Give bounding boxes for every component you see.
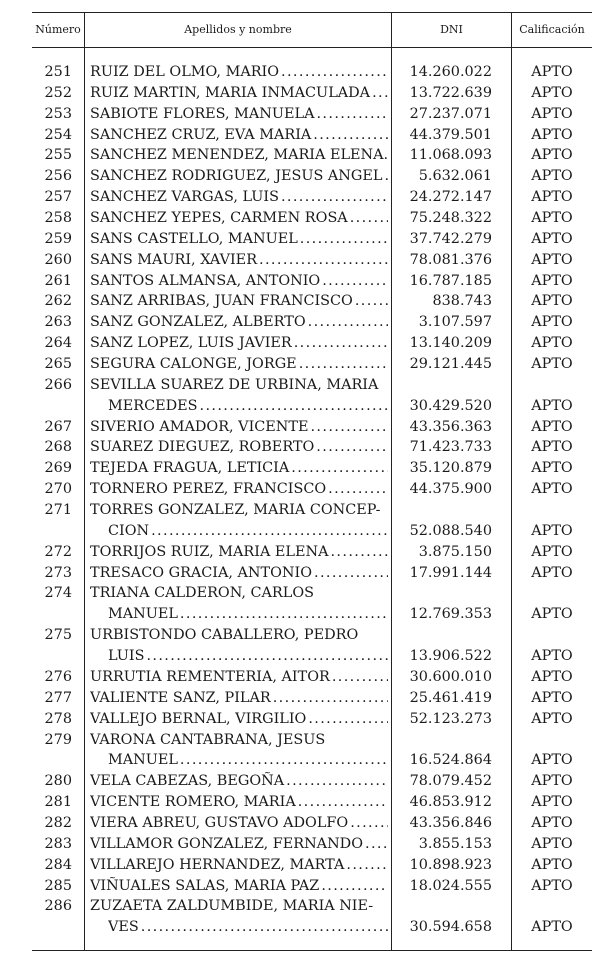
row-name-continuation-text: MERCEDES (108, 397, 198, 414)
row-dni: 16.524.864 (409, 752, 492, 769)
row-name-text: VIERA ABREU, GUSTAVO ADOLFO (90, 814, 349, 831)
row-dni: 13.140.209 (409, 335, 492, 352)
row-dni: 27.237.071 (409, 105, 492, 122)
row-calificacion: APTO (531, 251, 573, 268)
row-name-text: VICENTE ROMERO, MARIA (90, 794, 296, 811)
table-row (0, 271, 603, 292)
row-dni: 11.068.093 (409, 147, 492, 164)
row-dni: 12.769.353 (409, 606, 492, 623)
row-number: 275 (44, 627, 72, 644)
row-name-text: VALLEJO BERNAL, VIRGILIO (90, 710, 307, 727)
dot-leader (330, 542, 388, 563)
row-number: 260 (44, 251, 72, 268)
row-calificacion: APTO (531, 230, 573, 247)
table-row (0, 354, 603, 375)
table-row (0, 312, 603, 333)
row-dni: 13.906.522 (409, 648, 492, 665)
row-calificacion: APTO (531, 147, 573, 164)
row-name (90, 437, 388, 458)
header-numero: Número (35, 23, 81, 36)
row-name-text: TEJEDA FRAGUA, LETICIA (90, 460, 290, 477)
dot-leader (350, 208, 388, 229)
table-row (0, 291, 603, 312)
table-row (0, 813, 603, 834)
row-number: 281 (44, 794, 72, 811)
table-row (0, 688, 603, 709)
row-name-text: SANCHEZ VARGAS, LUIS (90, 189, 279, 206)
dot-leader (200, 396, 389, 417)
table-row-continuation (0, 604, 603, 625)
dot-leader (286, 771, 388, 792)
row-name-text: SUAREZ DIEGUEZ, ROBERTO (90, 439, 315, 456)
row-dni: 44.375.900 (409, 481, 492, 498)
dot-leader (281, 62, 388, 83)
row-number: 264 (44, 335, 72, 352)
row-name (90, 104, 388, 125)
row-name (90, 855, 388, 876)
row-number: 285 (44, 877, 72, 894)
row-number: 263 (44, 314, 72, 331)
dot-leader (384, 166, 388, 187)
table-row (0, 896, 603, 917)
row-name (90, 583, 388, 604)
table-row-continuation (0, 750, 603, 771)
row-calificacion: APTO (531, 919, 573, 936)
row-calificacion: APTO (531, 794, 573, 811)
row-name (90, 375, 388, 396)
row-calificacion: APTO (531, 773, 573, 790)
table-row (0, 62, 603, 83)
row-dni: 5.632.061 (418, 168, 492, 185)
row-calificacion: APTO (531, 314, 573, 331)
dot-leader (141, 917, 388, 938)
row-name-text: TORRIJOS RUIZ, MARIA ELENA (90, 543, 329, 560)
dot-leader (298, 792, 388, 813)
row-name (90, 834, 388, 855)
row-name-text: URRUTIA REMENTERIA, AITOR (90, 668, 330, 685)
row-name-text: SANS MAURI, XAVIER (90, 251, 258, 268)
table-row (0, 375, 603, 396)
row-name-text: RUIZ DEL OLMO, MARIO (90, 64, 280, 80)
table-row (0, 709, 603, 730)
table-row (0, 250, 603, 271)
row-name-text: VARONA CANTABRANA, JESUS (90, 731, 326, 748)
row-dni: 25.461.419 (409, 689, 492, 706)
row-name (90, 229, 388, 250)
row-calificacion: APTO (531, 543, 573, 560)
row-number: 262 (44, 293, 72, 310)
row-calificacion: APTO (531, 648, 573, 665)
row-dni: 30.429.520 (409, 397, 492, 414)
row-name-text: VILLAREJO HERNANDEZ, MARTA (90, 856, 345, 873)
row-calificacion: APTO (531, 710, 573, 727)
row-number: 266 (44, 376, 72, 393)
row-name-text: RUIZ MARTIN, MARIA INMACULADA (90, 84, 371, 101)
dot-leader (350, 813, 388, 834)
row-calificacion: APTO (531, 835, 573, 852)
row-number: 252 (44, 84, 72, 101)
row-number: 259 (44, 230, 72, 247)
row-calificacion: APTO (531, 752, 573, 769)
row-name (90, 166, 388, 187)
table-row (0, 876, 603, 897)
row-calificacion: APTO (531, 272, 573, 289)
row-name (90, 333, 388, 354)
row-name-continuation (108, 917, 388, 938)
row-dni: 17.991.144 (409, 564, 492, 581)
table-row (0, 771, 603, 792)
row-dni: 30.594.658 (409, 919, 492, 936)
row-name (90, 625, 388, 646)
dot-leader (316, 437, 388, 458)
row-number: 254 (44, 126, 72, 143)
row-name-text: SEGURA CALONGE, JORGE (90, 356, 297, 373)
dot-leader (314, 563, 388, 584)
table-row (0, 542, 603, 563)
row-calificacion: APTO (531, 168, 573, 185)
row-name (90, 730, 388, 751)
row-name-text: SEVILLA SUAREZ DE URBINA, MARIA (90, 376, 379, 393)
table-header-rule (32, 47, 592, 48)
row-number: 269 (44, 460, 72, 477)
row-number: 274 (44, 585, 72, 602)
row-calificacion: APTO (531, 522, 573, 539)
dot-leader (151, 521, 388, 542)
row-name-text: VELA CABEZAS, BEGOÑA (90, 773, 285, 790)
row-name (90, 542, 388, 563)
row-calificacion: APTO (531, 126, 573, 143)
row-number: 257 (44, 189, 72, 206)
table-bottom-rule (32, 950, 592, 951)
row-name (90, 563, 388, 584)
row-name-continuation (108, 750, 388, 771)
row-number: 286 (44, 898, 72, 915)
row-name (90, 208, 388, 229)
row-calificacion: APTO (531, 814, 573, 831)
row-dni: 29.121.445 (409, 356, 492, 373)
row-name-continuation-text: MANUEL (108, 752, 178, 769)
row-number: 280 (44, 773, 72, 790)
table-row (0, 667, 603, 688)
dot-leader (322, 271, 388, 292)
row-dni: 24.272.147 (409, 189, 492, 206)
row-dni: 3.107.597 (418, 314, 492, 331)
row-number: 284 (44, 856, 72, 873)
table-row (0, 730, 603, 751)
row-calificacion: APTO (531, 439, 573, 456)
row-calificacion: APTO (531, 460, 573, 477)
header-dni: DNI (440, 23, 463, 36)
dot-leader (321, 876, 388, 897)
dot-leader (300, 229, 388, 250)
row-calificacion: APTO (531, 210, 573, 227)
row-calificacion: APTO (531, 105, 573, 122)
row-number: 261 (44, 272, 72, 289)
row-name-text: TORRES GONZALEZ, MARIA CONCEP- (90, 502, 381, 519)
row-name (90, 250, 388, 271)
dot-leader (313, 125, 388, 146)
dot-leader (346, 855, 388, 876)
dot-leader (299, 354, 388, 375)
dot-leader (273, 688, 388, 709)
row-number: 272 (44, 543, 72, 560)
row-name (90, 62, 388, 83)
row-calificacion: APTO (531, 356, 573, 373)
row-calificacion: APTO (531, 564, 573, 581)
table-row (0, 417, 603, 438)
row-calificacion: APTO (531, 397, 573, 414)
row-dni: 3.875.150 (418, 543, 492, 560)
header-apellidos-nombre: Apellidos y nombre (184, 23, 292, 36)
row-name-text: TRIANA CALDERON, CARLOS (90, 585, 314, 602)
row-name-text: ZUZAETA ZALDUMBIDE, MARIA NIE- (90, 898, 374, 915)
table-row-continuation (0, 917, 603, 938)
dot-leader (291, 458, 388, 479)
row-name (90, 145, 388, 166)
table-row (0, 166, 603, 187)
row-dni: 43.356.846 (409, 814, 492, 831)
row-dni: 75.248.322 (409, 210, 492, 227)
table-row (0, 563, 603, 584)
table-row (0, 187, 603, 208)
row-name-text: TRESACO GRACIA, ANTONIO (90, 564, 312, 581)
row-name-continuation (108, 646, 388, 667)
row-name (90, 271, 388, 292)
row-number: 251 (44, 64, 72, 80)
table-row (0, 208, 603, 229)
row-number: 279 (44, 731, 72, 748)
row-calificacion: APTO (531, 668, 573, 685)
row-number: 267 (44, 418, 72, 435)
row-dni: 71.423.733 (409, 439, 492, 456)
row-dni: 838.743 (432, 293, 492, 310)
row-name-text: SANZ ARRIBAS, JUAN FRANCISCO (90, 293, 353, 310)
dot-leader (310, 417, 388, 438)
row-dni: 46.853.912 (409, 794, 492, 811)
row-name (90, 688, 388, 709)
row-number: 256 (44, 168, 72, 185)
row-name-text: SANCHEZ CRUZ, EVA MARIA (90, 126, 312, 143)
row-name-text: SANTOS ALMANSA, ANTONIO (90, 272, 321, 289)
table-row (0, 104, 603, 125)
dot-leader (146, 646, 388, 667)
row-name-continuation (108, 521, 388, 542)
dot-leader (316, 104, 388, 125)
dot-leader (332, 667, 388, 688)
row-dni: 18.024.555 (409, 877, 492, 894)
row-number: 270 (44, 481, 72, 498)
row-name (90, 187, 388, 208)
table-row (0, 479, 603, 500)
table-row-continuation (0, 396, 603, 417)
row-name-text: SANCHEZ YEPES, CARMEN ROSA (90, 210, 348, 227)
row-name (90, 896, 388, 917)
row-number: 268 (44, 439, 72, 456)
dot-leader (180, 750, 388, 771)
table-row-continuation (0, 521, 603, 542)
row-number: 277 (44, 689, 72, 706)
row-dni: 43.356.363 (409, 418, 492, 435)
dot-leader (259, 250, 388, 271)
row-number: 283 (44, 835, 72, 852)
row-name (90, 125, 388, 146)
dot-leader (308, 312, 388, 333)
row-name-text: SANZ GONZALEZ, ALBERTO (90, 314, 306, 331)
table-row (0, 792, 603, 813)
row-name (90, 417, 388, 438)
row-number: 271 (44, 502, 72, 519)
row-calificacion: APTO (531, 606, 573, 623)
table-row (0, 855, 603, 876)
row-dni: 30.600.010 (409, 668, 492, 685)
row-calificacion: APTO (531, 293, 573, 310)
row-calificacion: APTO (531, 877, 573, 894)
row-name-text: SANS CASTELLO, MANUEL (90, 230, 298, 247)
row-name (90, 771, 388, 792)
results-table-body (0, 62, 603, 938)
dot-leader (328, 479, 388, 500)
table-row (0, 125, 603, 146)
row-calificacion: APTO (531, 418, 573, 435)
row-dni: 13.722.639 (409, 84, 492, 101)
row-calificacion: APTO (531, 335, 573, 352)
table-row (0, 83, 603, 104)
row-dni: 52.088.540 (409, 522, 492, 539)
row-dni: 35.120.879 (409, 460, 492, 477)
row-calificacion: APTO (531, 689, 573, 706)
row-name-continuation-text: CION (108, 522, 150, 539)
row-name (90, 709, 388, 730)
row-number: 273 (44, 564, 72, 581)
table-row (0, 834, 603, 855)
header-calificacion: Calificación (519, 23, 585, 36)
row-name-text: SANCHEZ MENENDEZ, MARIA ELENA. (90, 147, 388, 164)
row-name-continuation-text: VES (108, 919, 139, 936)
row-name (90, 83, 388, 104)
row-calificacion: APTO (531, 481, 573, 498)
row-name-text: SABIOTE FLORES, MANUELA (90, 105, 315, 122)
row-dni: 10.898.923 (409, 856, 492, 873)
row-name (90, 312, 388, 333)
row-number: 278 (44, 710, 72, 727)
row-dni: 3.855.153 (418, 835, 492, 852)
row-dni: 52.123.273 (409, 710, 492, 727)
row-name-text: VALIENTE SANZ, PILAR (90, 689, 271, 706)
row-number: 253 (44, 105, 72, 122)
table-row (0, 458, 603, 479)
row-name (90, 458, 388, 479)
row-dni: 44.379.501 (409, 126, 492, 143)
row-calificacion: APTO (531, 64, 573, 80)
table-row (0, 583, 603, 604)
row-name-continuation-text: LUIS (108, 648, 145, 665)
row-name-continuation (108, 396, 388, 417)
dot-leader (294, 333, 388, 354)
row-calificacion: APTO (531, 84, 573, 101)
dot-leader (355, 291, 388, 312)
row-name-text: SANCHEZ RODRIGUEZ, JESUS ANGEL (90, 168, 383, 185)
row-name (90, 813, 388, 834)
row-dni: 37.742.279 (409, 230, 492, 247)
row-calificacion: APTO (531, 856, 573, 873)
row-name-text: SANZ LOPEZ, LUIS JAVIER (90, 335, 292, 352)
row-calificacion: APTO (531, 189, 573, 206)
row-dni: 16.787.185 (409, 272, 492, 289)
row-number: 282 (44, 814, 72, 831)
row-name-text: VIÑUALES SALAS, MARIA PAZ (90, 877, 320, 894)
table-row (0, 437, 603, 458)
row-number: 258 (44, 210, 72, 227)
row-name (90, 500, 388, 521)
row-name (90, 876, 388, 897)
row-name-continuation (108, 604, 388, 625)
table-row (0, 229, 603, 250)
dot-leader (365, 834, 388, 855)
table-row (0, 333, 603, 354)
row-number: 276 (44, 668, 72, 685)
row-name-text: SIVERIO AMADOR, VICENTE (90, 418, 309, 435)
dot-leader (281, 187, 388, 208)
table-row-continuation (0, 646, 603, 667)
row-name-text: VILLAMOR GONZALEZ, FERNANDO (90, 835, 363, 852)
row-name-continuation-text: MANUEL (108, 606, 178, 623)
row-name-text: TORNERO PEREZ, FRANCISCO (90, 481, 327, 498)
table-row (0, 500, 603, 521)
row-dni: 78.079.452 (409, 773, 492, 790)
dot-leader (308, 709, 388, 730)
row-dni: 14.260.022 (409, 64, 492, 80)
row-name (90, 667, 388, 688)
row-name-text: URBISTONDO CABALLERO, PEDRO (90, 627, 359, 644)
row-dni: 78.081.376 (409, 251, 492, 268)
row-name (90, 792, 388, 813)
dot-leader (372, 83, 388, 104)
dot-leader (180, 604, 388, 625)
row-number: 255 (44, 147, 72, 164)
row-name (90, 479, 388, 500)
row-number: 265 (44, 356, 72, 373)
row-name (90, 354, 388, 375)
table-row (0, 625, 603, 646)
table-row (0, 145, 603, 166)
row-name (90, 291, 388, 312)
